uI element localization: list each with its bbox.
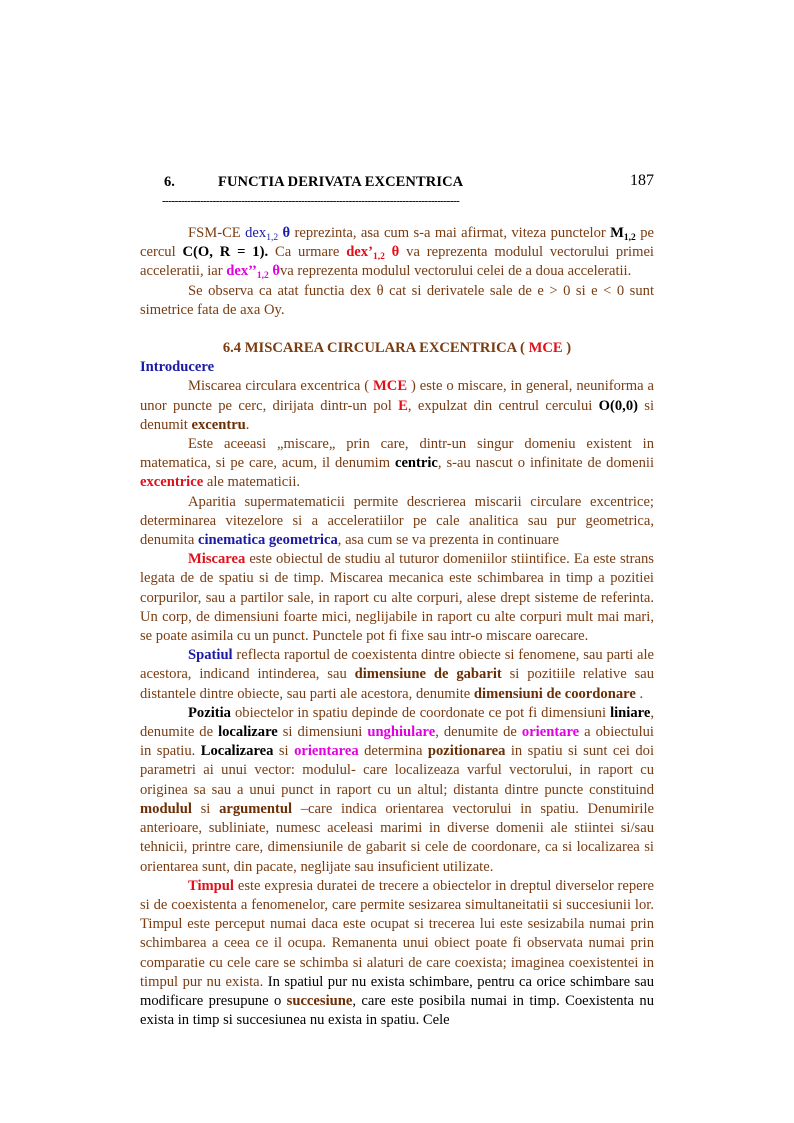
- paragraph-time: Timpul este expresia duratei de trecere a obiectelor in dreptul diverselor repere si de coexistenta a fenomenelor, care permite sesizarea simultaneitatii si succesiunii lor. Timpul este perceput numai daca este ocupat si trecerea lui este sesizabila numai prin schimbarea a ceea ce il ocupa. Remanenta unui obiect poate fi observata numai prin comparatie cu cele care se schimba si alaturi de care coexista; imaginea coexistentei in timpul pur nu exista. In spatiul pur nu exista schimbare, pentru ca orice schimbare sau modificare presupune o succesiune, care este posibila numai in timp. Coexistenta nu exista in timp si succesiunea nu exista in spatiu. Cele: [140, 877, 654, 1029]
- paragraph-fsm-ce: FSM-CE dex$_{1,2}$ θ reprezinta, asa cum s-a mai afirmat, viteza punctelor $M_{1,2}$ pe cercul C(O, R = 1). Ca urmare $dex’_{1,2}$ θ va reprezenta modulul vectorului primei acceleratii, iar $dex’’_{1,2}$ θva reprezenta modulul vectorului celei de a doua acceleratii.: [140, 225, 654, 282]
- section-heading: 6.4 MISCAREA CIRCULARA EXCENTRICA ( MCE ): [222, 340, 572, 357]
- page-number: 187: [630, 172, 654, 189]
- subsection-heading: Introducere: [140, 359, 215, 376]
- header-rule: ----------------------------------------------------------------------------------------------: [162, 195, 460, 207]
- paragraph-position: Pozitia obiectelor in spatiu depinde de coordonate ce pot fi dimensiuni liniare, denumite de localizare si dimensiuni unghiulare, denumite de orientare a obiectului in spatiu. Localizarea si orientarea determina pozitionarea in spatiu si sunt cei doi parametri ai unui vector: modulul- care localizeaza varful vectorului, in raport cu originea sa sau a unui punct in raport cu un altul; distanta dintre puncte constituind modulul si argumentul –care indica orientarea vectorului in spatiu. Denumirile anterioare, subliniate, numesc aceleasi marimi in diverse domenii ale stiintei si/sau tehnicii, printre care, dimensiunile de gabarit si cele de coordonare, ca si localizarea si orientarea sunt, din pacate, neglijate sau insuficient utilizate.: [140, 704, 655, 875]
- page-content: [140, 172, 655, 1029]
- paragraph-symmetry: Se observa ca atat functia dex θ cat si derivatele sale de e > 0 si e < 0 sunt simetrice fata de axa Oy.: [140, 282, 654, 318]
- paragraph-mce-definition: Miscarea circulara excentrica ( MCE ) este o miscare, in general, neuniforma a unor puncte pe cerc, dirijata dintr-un pol E, expulzat din centrul cercului O(0,0) si denumit excentru.: [140, 378, 655, 433]
- paragraph-motion: Miscarea este obiectul de studiu al tuturor domeniilor stiintifice. Ea este strans legata de de spatiu si de timp. Miscarea mecanica este schimbarea in timp a pozitiei corpurilor, sau a partilor sale, in raport cu alte corpuri, alese drept sisteme de referinta. Un corp, de dimensiuni foarte mici, neglijabile in raport cu alte corpuri mult mai mari, se poate asimila cu un punct. Punctele pot fi fixe sau intr-o miscare oarecare.: [140, 551, 654, 645]
- running-header: [140, 172, 654, 194]
- body-text: [140, 224, 654, 1030]
- paragraph-supermathematics: Aparitia supermatematicii permite descrierea miscarii circulare excentrice; determinarea vitezelore si a acceleratiilor pe cale analitica sau pur geometrica, denumita cinematica geometrica, asa cum se va prezenta in continuare: [140, 493, 654, 549]
- chapter-number: 6.: [164, 174, 175, 190]
- paragraph-centric: Este aceeasi „miscare„ prin care, dintr-un singur domeniu existent in matematica, si pe care, acum, il denumim centric, s-au nascut o infinitate de domenii excentrice ale matematicii.: [140, 436, 654, 491]
- chapter-title: FUNCTIA DERIVATA EXCENTRICA: [218, 174, 464, 190]
- paragraph-space: Spatiul reflecta raportul de coexistenta dintre obiecte si fenomene, sau parti ale acestora, indicand intinderea, sau dimensiune de gabarit si pozitiile relative sau distantele dintre obiecte, sau parti ale acestora, denumite dimensiuni de coordonare .: [140, 647, 654, 702]
